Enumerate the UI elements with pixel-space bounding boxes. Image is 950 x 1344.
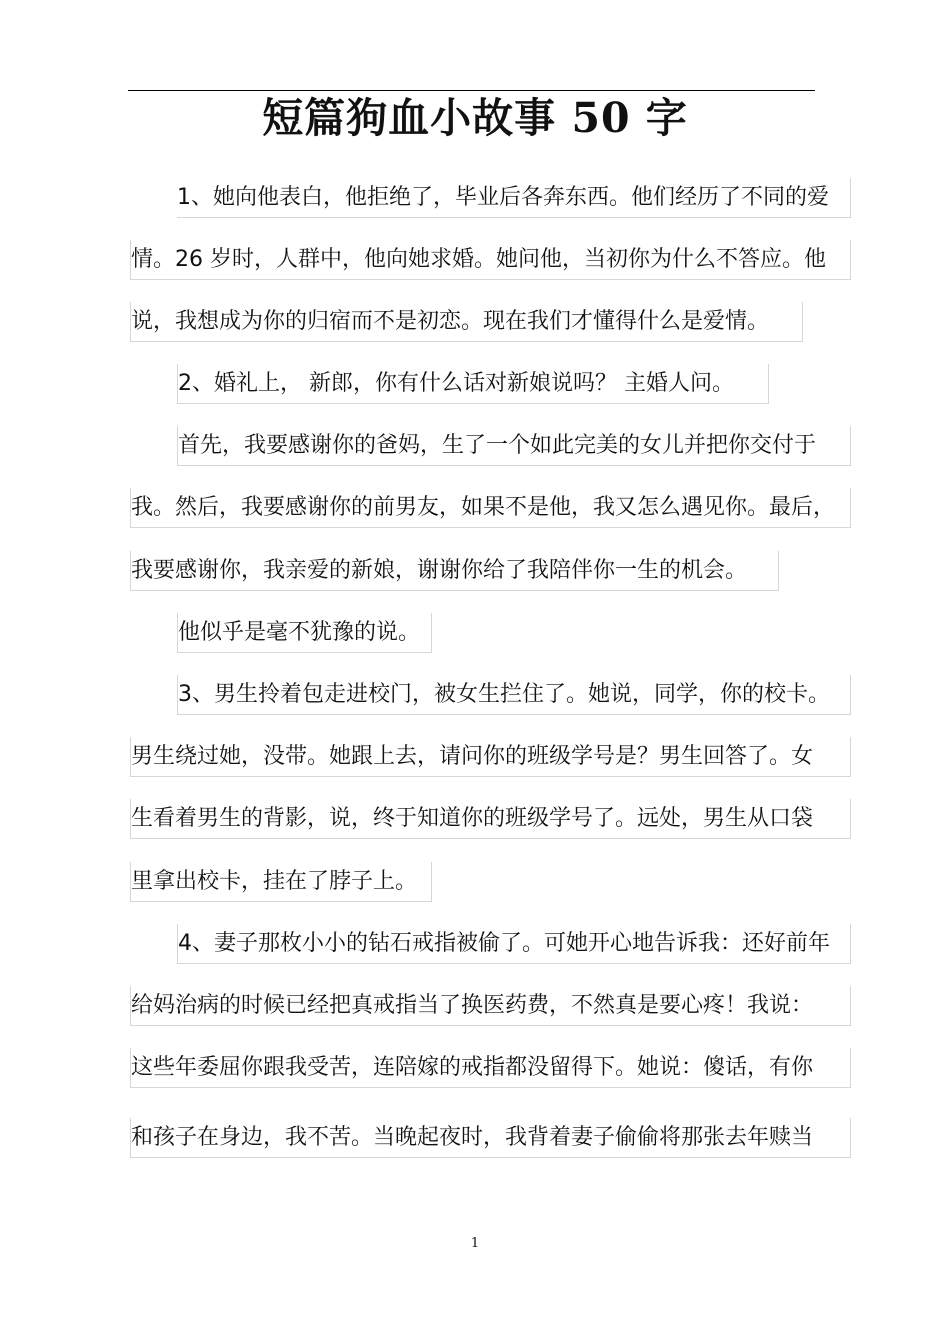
body-line: 给妈治病的时候已经把真戒指当了换医药费，不然真是要心疼！我说： [130,986,851,1026]
body-line: 说，我想成为你的归宿而不是初恋。现在我们才懂得什么是爱情。 [130,302,803,342]
body-line: 3、男生拎着包走进校门，被女生拦住了。她说，同学，你的校卡。 [177,675,851,715]
top-rule [128,90,815,91]
page-number: 1 [470,1236,480,1251]
body-line: 情。26 岁时，人群中，他向她求婚。她问他，当初你为什么不答应。他 [130,240,851,280]
body-line: 这些年委屈你跟我受苦，连陪嫁的戒指都没留得下。她说：傻话，有你 [130,1048,851,1088]
body-line: 他似乎是毫不犹豫的说。 [177,613,432,653]
body-line: 首先，我要感谢你的爸妈，生了一个如此完美的女儿并把你交付于 [177,426,851,466]
body-line: 和孩子在身边，我不苦。当晚起夜时，我背着妻子偷偷将那张去年赎当 [130,1118,851,1158]
body-line: 我要感谢你，我亲爱的新娘，谢谢你给了我陪伴你一生的机会。 [130,551,779,591]
page-title: 短篇狗血小故事 50 字 [262,94,688,142]
body-line: 1、她向他表白，他拒绝了，毕业后各奔东西。他们经历了不同的爱 [177,178,851,218]
body-line: 4、妻子那枚小小的钻石戒指被偷了。可她开心地告诉我：还好前年 [177,924,851,964]
body-line: 生看着男生的背影，说，终于知道你的班级学号了。远处，男生从口袋 [130,799,851,839]
body-line: 男生绕过她，没带。她跟上去，请问你的班级学号是？男生回答了。女 [130,737,851,777]
body-line: 我。然后，我要感谢你的前男友，如果不是他，我又怎么遇见你。最后， [130,488,851,528]
body-line: 里拿出校卡，挂在了脖子上。 [130,862,432,902]
body-line: 2、婚礼上， 新郎，你有什么话对新娘说吗？ 主婚人问。 [177,364,769,404]
